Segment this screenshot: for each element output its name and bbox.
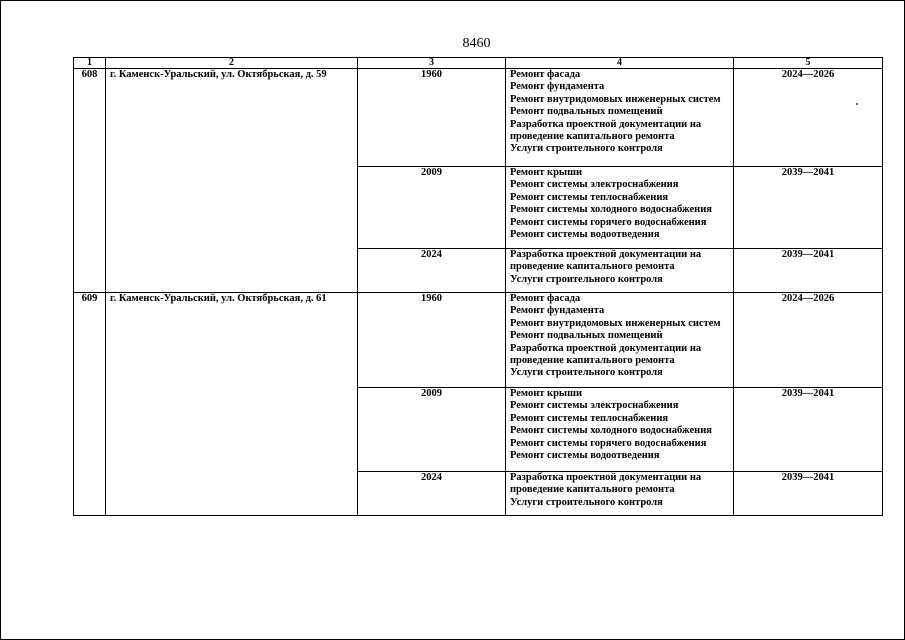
work-item: Услуги строительного контроля <box>510 143 663 155</box>
work-item: Ремонт подвальных помещений <box>510 106 663 118</box>
work-item: Ремонт системы холодного водоснабжения <box>510 204 712 216</box>
work-item: Ремонт системы горячего водоснабжения <box>510 437 707 449</box>
works-cell <box>506 167 734 249</box>
period-cell: 2039—2041 <box>734 388 883 472</box>
year-cell: 2024 <box>358 472 506 516</box>
work-item: Ремонт системы горячего водоснабжения <box>510 216 707 228</box>
table-row <box>74 293 883 388</box>
work-item: Ремонт системы теплоснабжения <box>510 412 669 424</box>
period-cell: 2024—2026 <box>734 293 883 388</box>
work-item: проведение капитального ремонта <box>510 261 675 273</box>
work-item: Услуги строительного контроля <box>510 496 663 508</box>
entry-address: г. Каменск-Уральский, ул. Октябрьская, д. 59 <box>106 69 358 293</box>
work-item: Услуги строительного контроля <box>510 367 663 379</box>
work-item: Ремонт фундамента <box>510 305 605 317</box>
work-item: Ремонт фундамента <box>510 81 605 93</box>
works-cell <box>506 472 734 516</box>
work-item: Ремонт фасада <box>510 293 581 304</box>
period-cell: 2024—2026 <box>734 69 883 167</box>
work-item: Ремонт системы электроснабжения <box>510 179 679 191</box>
year-cell: 2009 <box>358 388 506 472</box>
works-cell <box>506 69 734 167</box>
table-header <box>74 58 883 69</box>
work-item: Ремонт фасада <box>510 69 581 80</box>
works-cell <box>506 249 734 293</box>
work-item: Ремонт системы электроснабжения <box>510 400 679 412</box>
work-item: Ремонт крыши <box>510 167 583 178</box>
entry-number: 609 <box>74 293 106 516</box>
entry-address: г. Каменск-Уральский, ул. Октябрьская, д. 61 <box>106 293 358 516</box>
table-row <box>74 69 883 167</box>
year-cell: 1960 <box>358 69 506 167</box>
work-item: Ремонт внутридомовых инженерных систем <box>510 93 721 105</box>
period-cell: 2039—2041 <box>734 472 883 516</box>
column-header: 5 <box>734 58 883 69</box>
work-item: Услуги строительного контроля <box>510 273 663 285</box>
work-item: Ремонт системы водоотведения <box>510 450 660 462</box>
year-cell: 2024 <box>358 249 506 293</box>
work-item: проведение капитального ремонта <box>510 131 675 143</box>
work-item: Разработка проектной документации на <box>510 118 702 130</box>
work-item: Разработка проектной документации на <box>510 342 702 354</box>
work-item: Ремонт системы холодного водоснабжения <box>510 425 712 437</box>
work-item: Ремонт подвальных помещений <box>510 330 663 342</box>
period-cell: 2039—2041 <box>734 249 883 293</box>
work-item: Ремонт системы теплоснабжения <box>510 191 669 203</box>
works-cell <box>506 293 734 388</box>
period-cell: 2039—2041 <box>734 167 883 249</box>
work-item: проведение капитального ремонта <box>510 355 675 367</box>
column-header: 2 <box>106 58 358 69</box>
work-item: Ремонт внутридомовых инженерных систем <box>510 317 721 329</box>
column-header: 4 <box>506 58 734 69</box>
capital-repair-table <box>73 57 883 516</box>
table-body <box>74 69 883 516</box>
work-item: Разработка проектной документации на <box>510 249 702 260</box>
column-header: 3 <box>358 58 506 69</box>
header-row <box>74 58 883 69</box>
works-cell <box>506 388 734 472</box>
entry-number: 608 <box>74 69 106 293</box>
work-item: Ремонт системы водоотведения <box>510 229 660 241</box>
page-number: 8460 <box>462 36 491 51</box>
year-cell: 1960 <box>358 293 506 388</box>
work-item: проведение капитального ремонта <box>510 484 675 496</box>
column-header: 1 <box>74 58 106 69</box>
work-item: Разработка проектной документации на <box>510 472 702 483</box>
year-cell: 2009 <box>358 167 506 249</box>
scan-speck <box>856 103 858 105</box>
work-item: Ремонт крыши <box>510 388 583 399</box>
